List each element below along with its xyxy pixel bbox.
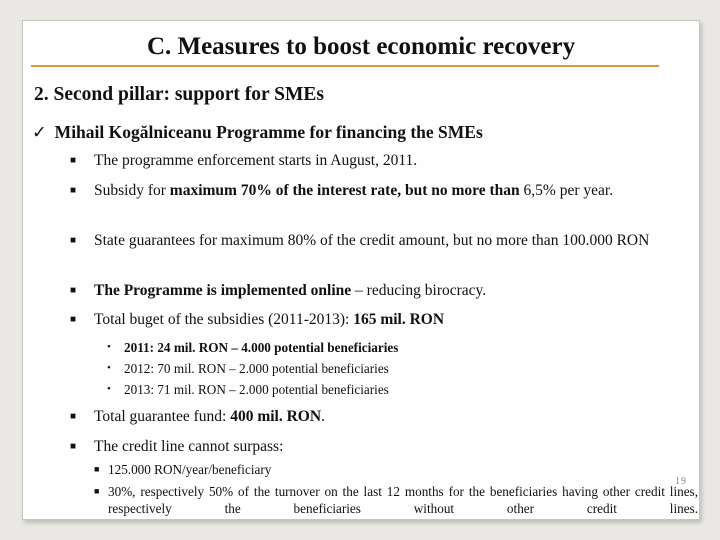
square-bullet-icon: ■	[70, 314, 77, 325]
bullet-dot-icon: •	[107, 341, 111, 353]
square-bullet-icon: ■	[70, 155, 77, 166]
square-bullet-icon: ■	[70, 285, 77, 296]
slide	[22, 20, 700, 520]
slide-title: C. Measures to boost economic recovery	[146, 33, 576, 60]
square-bullet-icon: ■	[70, 441, 77, 452]
programme-label: Mihail Kogălniceanu Programme for financing the SMEs	[54, 122, 483, 142]
section-subtitle: 2. Second pillar: support for SMEs	[34, 84, 325, 105]
credit-limit-turnover: ■ 30%, respectively 50% of the turnover on the last 12 months for the beneficiaries having other credit lines, respectively the beneficiaries without other credit lines.	[94, 484, 698, 516]
square-bullet-icon: ■	[94, 464, 100, 474]
credit-limit-annual: ■ 125.000 RON/year/beneficiary	[94, 462, 272, 477]
bullet-item-total-budget: ■ Total buget of the subsidies (2011-2013): 165 mil. RON	[70, 311, 445, 328]
square-bullet-icon: ■	[70, 411, 77, 422]
square-bullet-icon: ■	[70, 235, 77, 246]
title-underline	[31, 65, 659, 67]
bullet-item-guarantee-fund: ■ Total guarantee fund: 400 mil. RON.	[70, 408, 325, 425]
subsidy-year-2013: • 2013: 71 mil. RON – 2.000 potential beneficiaries	[107, 382, 389, 397]
bullet-item-guarantees: ■ State guarantees for maximum 80% of the credit amount, but no more than 100.000 RON	[70, 232, 650, 249]
bullet-item-credit-line: ■ The credit line cannot surpass:	[70, 438, 284, 455]
square-bullet-icon: ■	[94, 486, 100, 496]
bullet-item-online: ■ The Programme is implemented online – reducing birocracy.	[70, 282, 487, 299]
subsidy-year-2011: • 2011: 24 mil. RON – 4.000 potential beneficiaries	[107, 340, 399, 355]
bullet-dot-icon: •	[107, 362, 111, 374]
subsidy-year-2012: • 2012: 70 mil. RON – 2.000 potential beneficiaries	[107, 361, 389, 376]
page-number: 19	[675, 476, 687, 487]
bullet-item-subsidy: ■ Subsidy for maximum 70% of the interest rate, but no more than 6,5% per year.	[70, 182, 614, 199]
bullet-item-enforcement: ■ The programme enforcement starts in August, 2011.	[70, 152, 418, 169]
square-bullet-icon: ■	[70, 185, 77, 196]
programme-heading	[32, 122, 483, 143]
checkmark-icon: ✓	[32, 122, 47, 142]
bullet-dot-icon: •	[107, 383, 111, 395]
